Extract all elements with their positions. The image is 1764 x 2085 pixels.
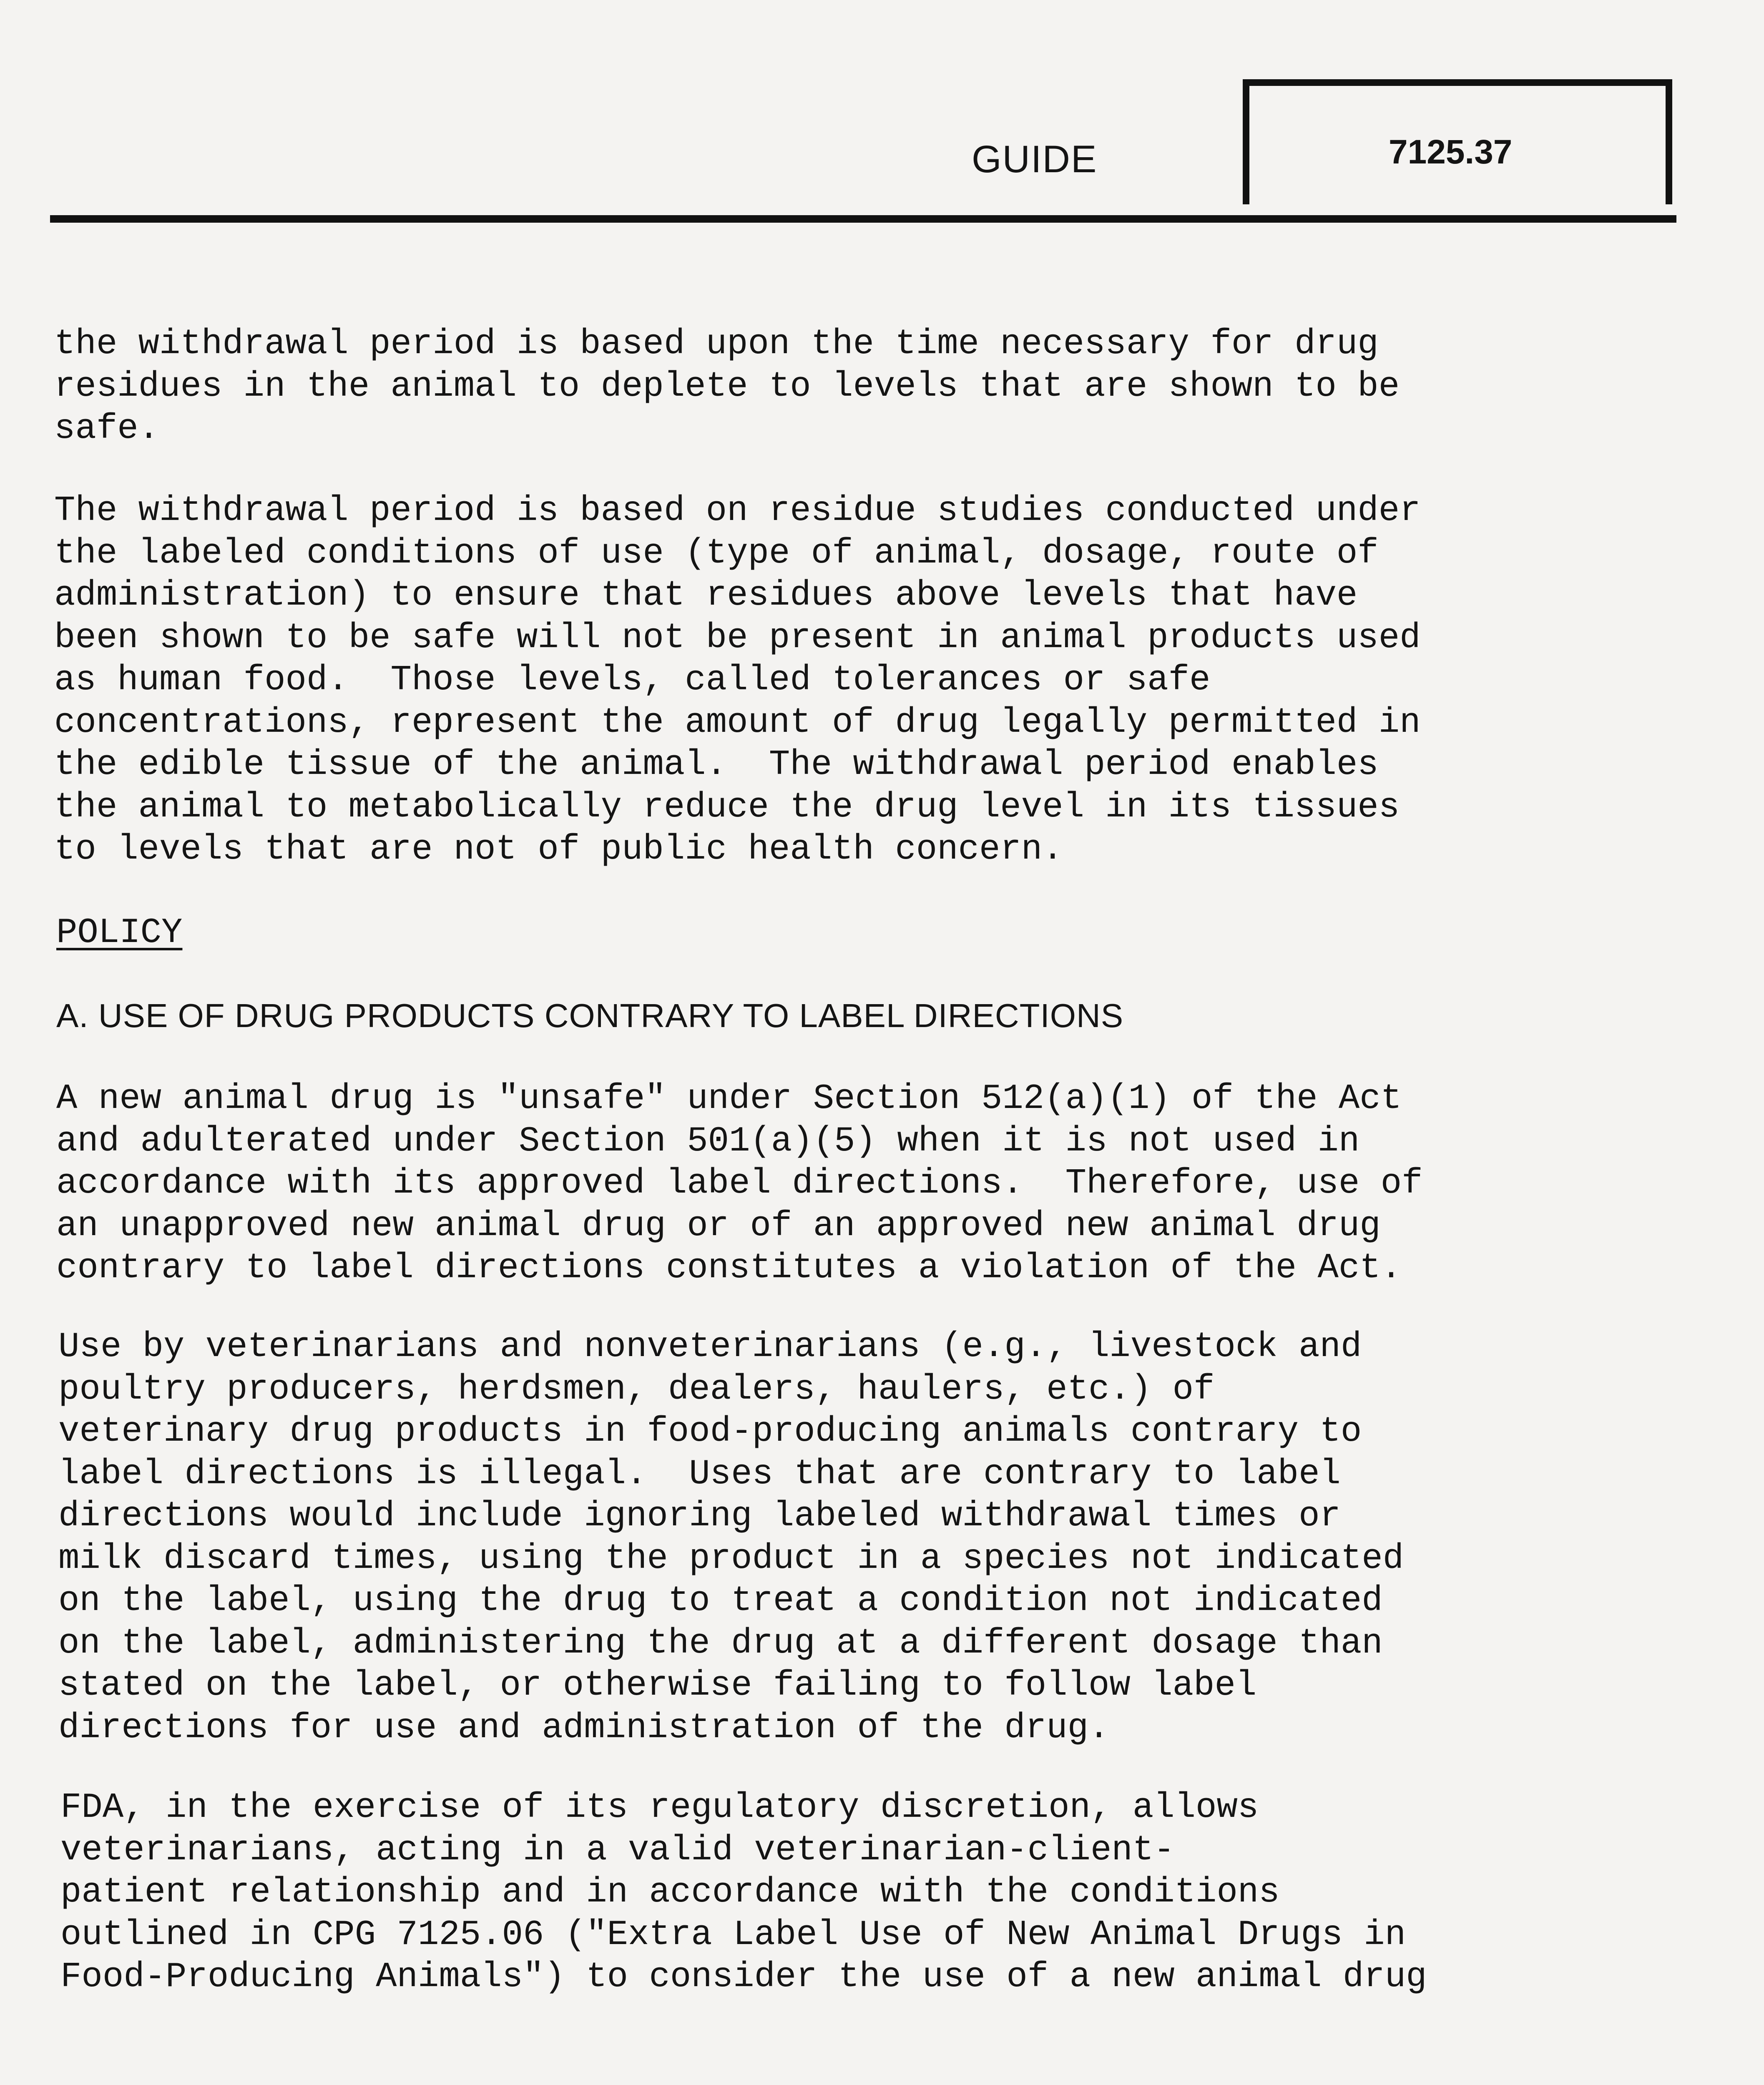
header-label: GUIDE <box>972 138 1098 181</box>
policy-heading: POLICY <box>56 913 183 953</box>
paragraph-fda-discretion: FDA, in the exercise of its regulatory discretion, allows veterinarians, acting in a valid veterinarian-client- patient relationship and in accordance with the conditions outlined in CPG 7125.06 ("Extra Label Use of New Animal Drugs in Food-Producing Animals") to consider the use of a new animal drug <box>60 1788 1427 1997</box>
header-rule <box>50 215 1676 223</box>
paragraph-withdrawal-residue-studies: The withdrawal period is based on residue studies conducted under the labeled conditions of use (type of animal, dosage, route of administration) to ensure that residues above levels that have been shown to be safe will not be present in animal products used as human food. Those levels, called tolerances or safe concentrations, represent the amount of drug legally permitted in the edible tissue of the animal. The withdrawal period enables the animal to metabolically reduce the drug level in its tissues to levels that are not of public health concern. <box>54 491 1421 869</box>
section-a-heading: A. USE OF DRUG PRODUCTS CONTRARY TO LABEL DIRECTIONS <box>56 997 1124 1034</box>
paragraph-illegal-use: Use by veterinarians and nonveterinarians (e.g., livestock and poultry producers, herdsmen, dealers, haulers, etc.) of veterinary drug products in food-producing animals contrary to label directions is illegal. Uses that are contrary to label directions would include ignoring labeled withdrawal times or milk discard times, using the product in a species not indicated on the label, using the drug to treat a condition not indicated on the label, administering the drug at a different dosage than stated on the label, or otherwise failing to follow label directions for use and administration of the drug. <box>58 1327 1404 1748</box>
guide-number: 7125.37 <box>1389 133 1513 171</box>
paragraph-unsafe-drug: A new animal drug is "unsafe" under Section 512(a)(1) of the Act and adulterated under Section 501(a)(5) when it is not used in accordance with its approved label directions. Therefore, use of an unapproved new animal drug or of an approved new animal drug contrary to label directions constitutes a violation of the Act. <box>56 1079 1423 1288</box>
paragraph-withdrawal-basis: the withdrawal period is based upon the time necessary for drug residues in the animal to deplete to levels that are shown to be safe. <box>54 324 1400 449</box>
